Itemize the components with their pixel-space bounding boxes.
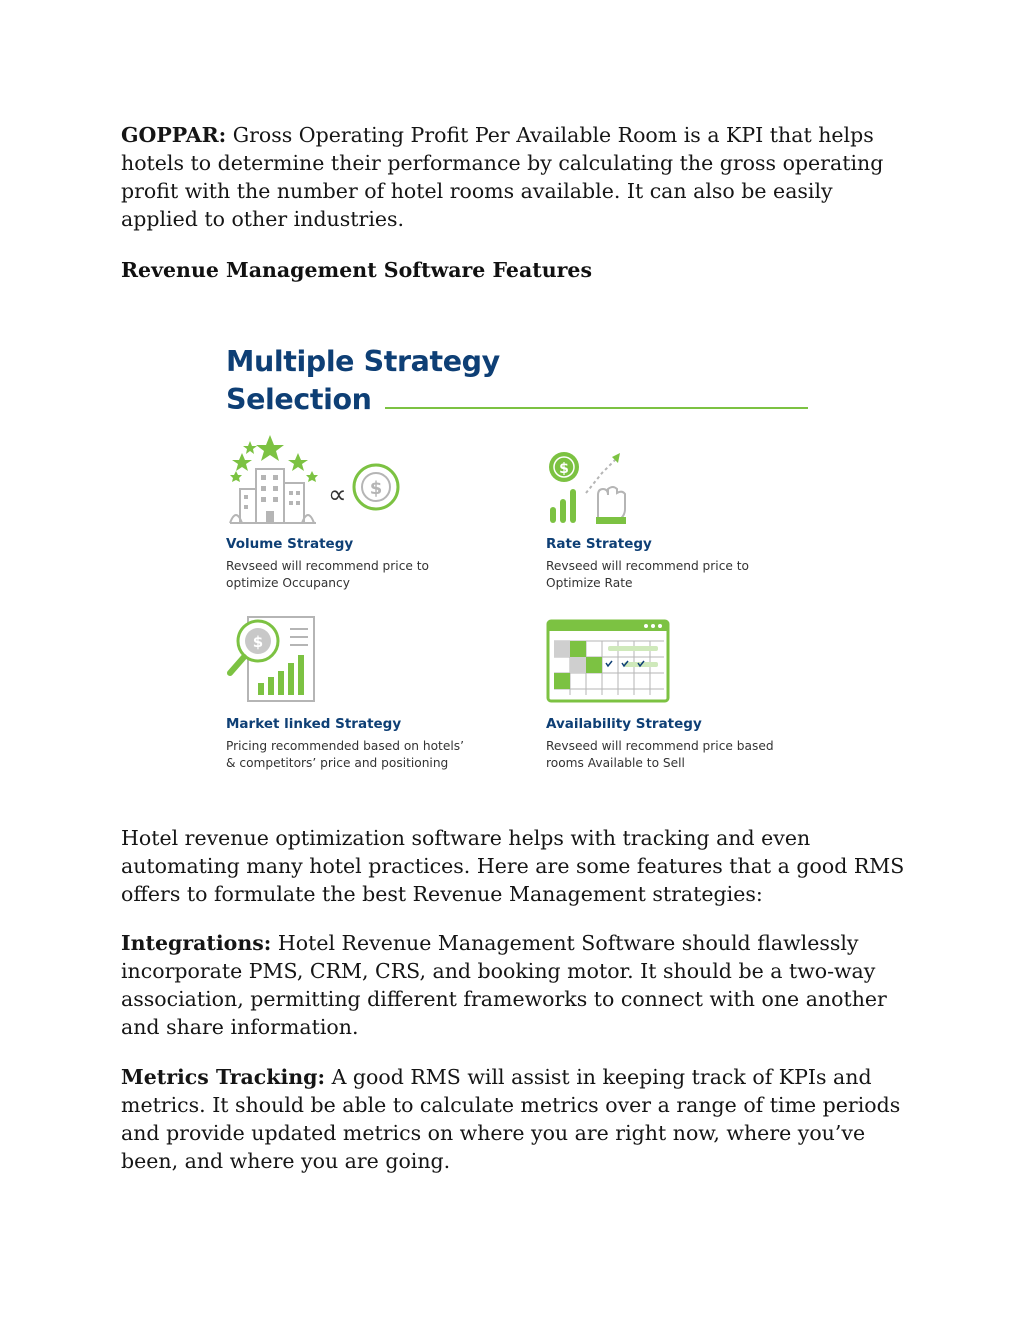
card-description: Pricing recommended based on hotels’ & competitors’ price and positioning <box>226 739 464 770</box>
goppar-term: GOPPAR: <box>121 123 227 147</box>
card-description: Revseed will recommend price based rooms Available to Sell <box>546 739 774 770</box>
svg-text:$: $ <box>369 478 383 499</box>
metrics-paragraph <box>121 1063 911 1175</box>
magnifier-report-icon <box>226 615 318 705</box>
metrics-term: Metrics Tracking: <box>121 1065 326 1089</box>
card-title: Volume Strategy <box>226 536 354 552</box>
card-description: Revseed will recommend price to Optimize Rate <box>546 559 750 590</box>
integrations-term: Integrations: <box>121 931 272 955</box>
card-rate-strategy <box>546 449 826 599</box>
card-title: Market linked Strategy <box>226 716 402 732</box>
integrations-text: Hotel Revenue Management Software should flawlessly incorporate PMS, CRM, CRS, and booking motor. It should be a two-way association, permitting different frameworks to connect with one another and share information. <box>121 931 887 1039</box>
card-description: Revseed will recommend price to optimize Occupancy <box>226 559 430 590</box>
figure-title-line2: Selection <box>226 383 372 416</box>
svg-text:∝: ∝ <box>328 480 347 510</box>
goppar-text: Gross Operating Profit Per Available Room is a KPI that helps hotels to determine their performance by calculating the gross operating profit with the number of hotel rooms available. It can also be easily applied to other industries. <box>121 123 884 231</box>
section-heading: Revenue Management Software Features <box>121 258 592 282</box>
goppar-paragraph <box>121 121 911 233</box>
card-market-linked-strategy <box>226 615 506 775</box>
integrations-paragraph <box>121 929 911 1041</box>
figure-title-line1: Multiple Strategy <box>226 345 500 378</box>
figure-title-rule <box>385 407 808 409</box>
rate-chart-hand-icon <box>546 449 636 525</box>
metrics-text: A good RMS will assist in keeping track of KPIs and metrics. It should be able to calculate metrics over a range of time periods and provide updated metrics on where you are right now, where you’ve been, and where you are going. <box>121 1065 901 1173</box>
card-volume-strategy <box>226 435 506 595</box>
card-title: Availability Strategy <box>546 716 702 732</box>
hotel-stars-dollar-icon <box>226 435 406 527</box>
svg-text:$: $ <box>252 633 264 651</box>
strategy-figure <box>220 335 820 785</box>
card-title: Rate Strategy <box>546 536 652 552</box>
svg-text:$: $ <box>559 461 569 477</box>
intro-paragraph: Hotel revenue optimization software helps with tracking and even automating many hotel practices. Here are some features that a good RMS offers to formulate the best Revenue Management strategies: <box>121 826 905 906</box>
card-availability-strategy <box>546 619 826 779</box>
calendar-grid-icon <box>546 619 670 705</box>
